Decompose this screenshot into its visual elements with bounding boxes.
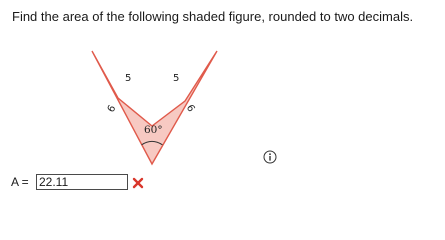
x-mark-icon bbox=[132, 177, 144, 189]
side-label-left-inner: 6 bbox=[105, 103, 119, 115]
side-label-left-top: 5 bbox=[125, 73, 132, 84]
answer-label: A = bbox=[11, 175, 29, 189]
info-icon-glyph bbox=[263, 150, 277, 164]
info-icon[interactable] bbox=[263, 150, 277, 164]
side-label-right-inner: 6 bbox=[183, 103, 197, 115]
question-prompt: Find the area of the following shaded figure, rounded to two decimals. bbox=[12, 9, 414, 24]
side-label-right-top: 5 bbox=[173, 73, 180, 84]
answer-input[interactable] bbox=[36, 174, 128, 190]
angle-label: 60° bbox=[144, 124, 163, 136]
